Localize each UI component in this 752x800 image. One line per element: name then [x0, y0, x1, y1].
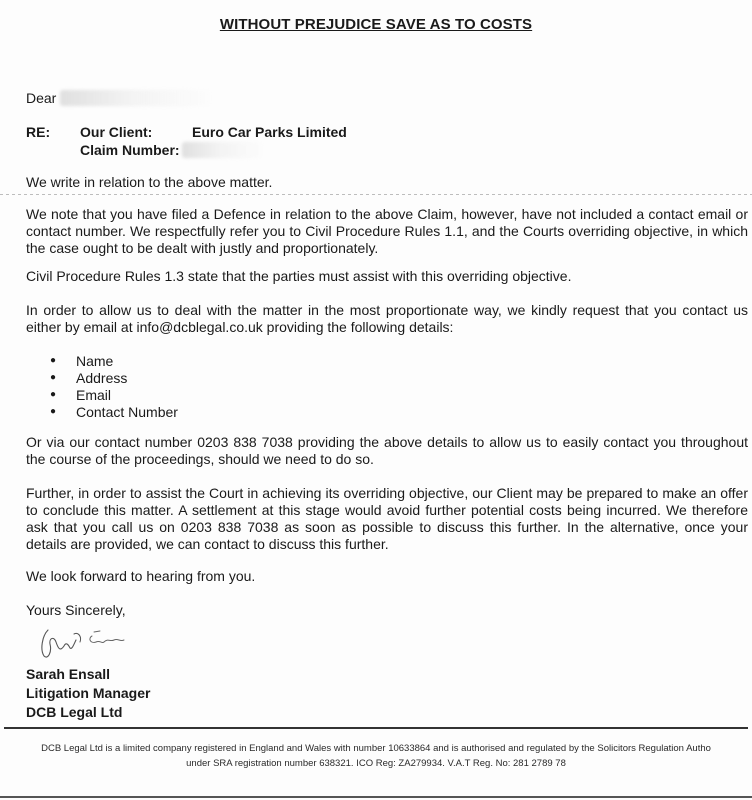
list-item: ● Contact Number: [26, 403, 178, 420]
signatory-name: Sarah Ensall: [26, 666, 111, 682]
sign-off: Yours Sincerely,: [26, 602, 126, 618]
salutation: [26, 90, 210, 106]
signatory-company: DCB Legal Ltd: [26, 704, 123, 720]
offer-paragraph: Further, in order to assist the Court in achieving its overriding objective, our Client may be prepared to make an offer to conclude this matter. A settlement at this stage would avoid further potential costs being incurred. We therefore ask that you call us on 0203 838 7038 as soon as possible to discuss this further. In the alternative, once your details are provided, we can contact to discuss this further.: [26, 485, 748, 552]
bullet-icon: ●: [50, 372, 57, 383]
list-item: ● Name: [26, 352, 178, 369]
reference-block: [26, 123, 347, 159]
bottom-edge-line: [0, 796, 752, 798]
footer: [0, 741, 752, 771]
signatory-block: [26, 665, 150, 722]
bullet-icon: ●: [50, 389, 57, 400]
phone-paragraph: Or via our contact number 0203 838 7038 providing the above details to allow us to easily contact you throughout the course of the proceedings, should we need to do so.: [26, 434, 748, 467]
signatory-title: Litigation Manager: [26, 685, 151, 701]
client-value: Euro Car Parks Limited: [192, 124, 347, 140]
claim-key: Claim Number:: [80, 142, 180, 158]
footer-line-2: under SRA registration number 638321. ICO Reg: ZA279934. V.A.T Reg. No: 281 2789 78: [186, 758, 566, 769]
client-key: Our Client:: [80, 124, 153, 140]
handwritten-signature: [30, 622, 140, 664]
bullet-icon: ●: [50, 355, 57, 366]
reference-claim-row: [26, 141, 347, 159]
closing-line: We look forward to hearing from you.: [26, 568, 256, 584]
details-list: [26, 352, 178, 420]
request-paragraph: In order to allow us to deal with the matter in the most proportionate way, we kindly request that you contact us either by email at info@dcblegal.co.uk providing the following details:: [26, 302, 748, 335]
reference-client-row: [26, 123, 347, 141]
letter-heading: [0, 16, 752, 33]
cpr-paragraph: Civil Procedure Rules 1.3 state that the parties must assist with this overriding objective.: [26, 268, 572, 284]
footer-line-1: DCB Legal Ltd is a limited company registered in England and Wales with number 10633864 and is authorised and regulated by the Solicitors Regulation Autho: [41, 743, 711, 754]
list-item: ● Email: [26, 386, 178, 403]
redacted-recipient-name: [60, 90, 210, 106]
re-label: RE:: [26, 124, 51, 140]
redacted-claim-number: [182, 142, 262, 158]
bullet-icon: ●: [50, 406, 57, 417]
heading-text: WITHOUT PREJUDICE SAVE AS TO COSTS: [219, 16, 533, 33]
salutation-text: Dear: [26, 90, 57, 106]
scan-fold-line: [0, 194, 752, 195]
footer-divider: [4, 727, 748, 729]
intro-paragraph: We write in relation to the above matter.: [26, 174, 273, 190]
defence-paragraph: We note that you have filed a Defence in relation to the above Claim, however, have not included a contact email or contact number. We respectfully refer you to Civil Procedure Rules 1.1, and the Courts overriding objective, in which the case ought to be dealt with justly and proportionately.: [26, 206, 748, 256]
list-item: ● Address: [26, 369, 178, 386]
